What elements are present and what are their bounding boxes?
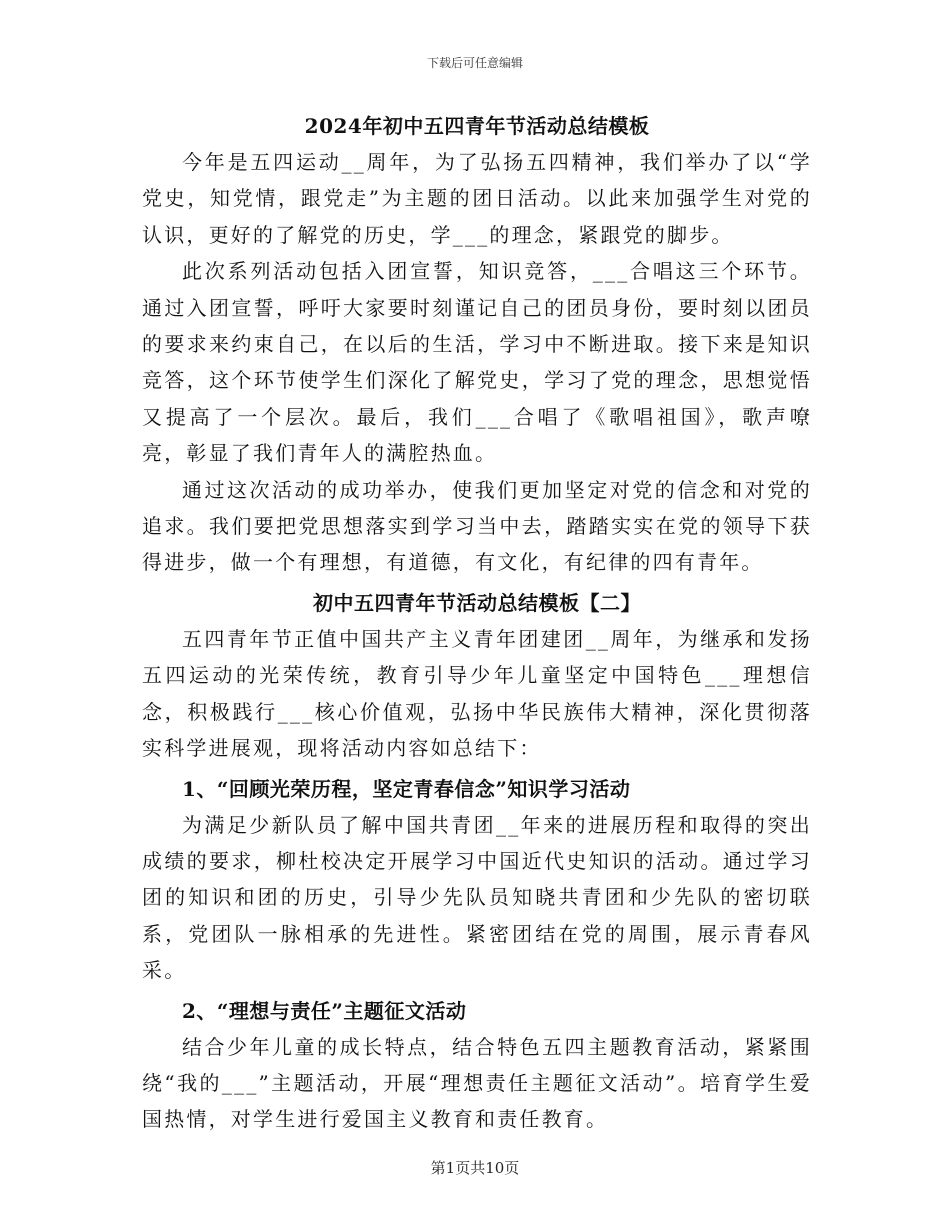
subsection-heading-1: 1、“回顾光荣历程，坚定青春信念”知识学习活动 [182, 776, 631, 801]
document-title: 2024年初中五四青年节活动总结模板 [304, 114, 650, 138]
document-body [142, 108, 812, 1138]
paragraph: 五四青年节正值中国共产主义青年团建团__周年，为继承和发扬五四运动的光荣传统，教育引导少年儿童坚定中国特色___理想信念，积极践行___核心价值观，弘扬中华民族伟大精神，深化贯彻落实科学进展观，现将活动内容如总结下： [142, 626, 812, 761]
paragraph: 此次系列活动包括入团宣誓，知识竞答，___合唱这三个环节。通过入团宣誓，呼吁大家要时刻谨记自己的团员身份，要时刻以团员的要求来约束自己，在以后的生活，学习中不断进取。接下来是知识竞答，这个环节使学生们深化了解党史，学习了党的理念，思想觉悟又提高了一个层次。最后，我们___合唱了《歌唱祖国》，歌声嘹亮，彰显了我们青年人的满腔热血。 [142, 259, 812, 466]
page-number: 第1页共10页 [430, 1159, 520, 1177]
paragraph: 为满足少新队员了解中国共青团__年来的进展历程和取得的突出成绩的要求，柳杜校决定开展学习中国近代史知识的活动。通过学习团的知识和团的历史，引导少先队员知晓共青团和少先队的密切联系，党团队一脉相承的先进性。紧密团结在党的周围，展示青春风采。 [142, 812, 812, 983]
paragraph: 通过这次活动的成功举办，使我们更加坚定对党的信念和对党的追求。我们要把党思想落实到学习当中去，踏踏实实在党的领导下获得进步，做一个有理想，有道德，有文化，有纪律的四有青年。 [142, 477, 812, 575]
subsection-heading-2: 2、“理想与责任”主题征文活动 [182, 998, 467, 1023]
header-note: 下载后可任意编辑 [426, 56, 523, 70]
paragraph: 结合少年儿童的成长特点，结合特色五四主题教育活动，紧紧围绕“我的___”主题活动，开展“理想责任主题征文活动”。培育学生爱国热情，对学生进行爱国主义教育和责任教育。 [142, 1034, 812, 1132]
paragraph: 今年是五四运动__周年，为了弘扬五四精神，我们举办了以“学党史，知党情，跟党走”为主题的团日活动。以此来加强学生对党的认识，更好的了解党的历史，学___的理念，紧跟党的脚步。 [142, 150, 812, 247]
section-title-2: 初中五四青年节活动总结模板【二】 [313, 590, 641, 615]
